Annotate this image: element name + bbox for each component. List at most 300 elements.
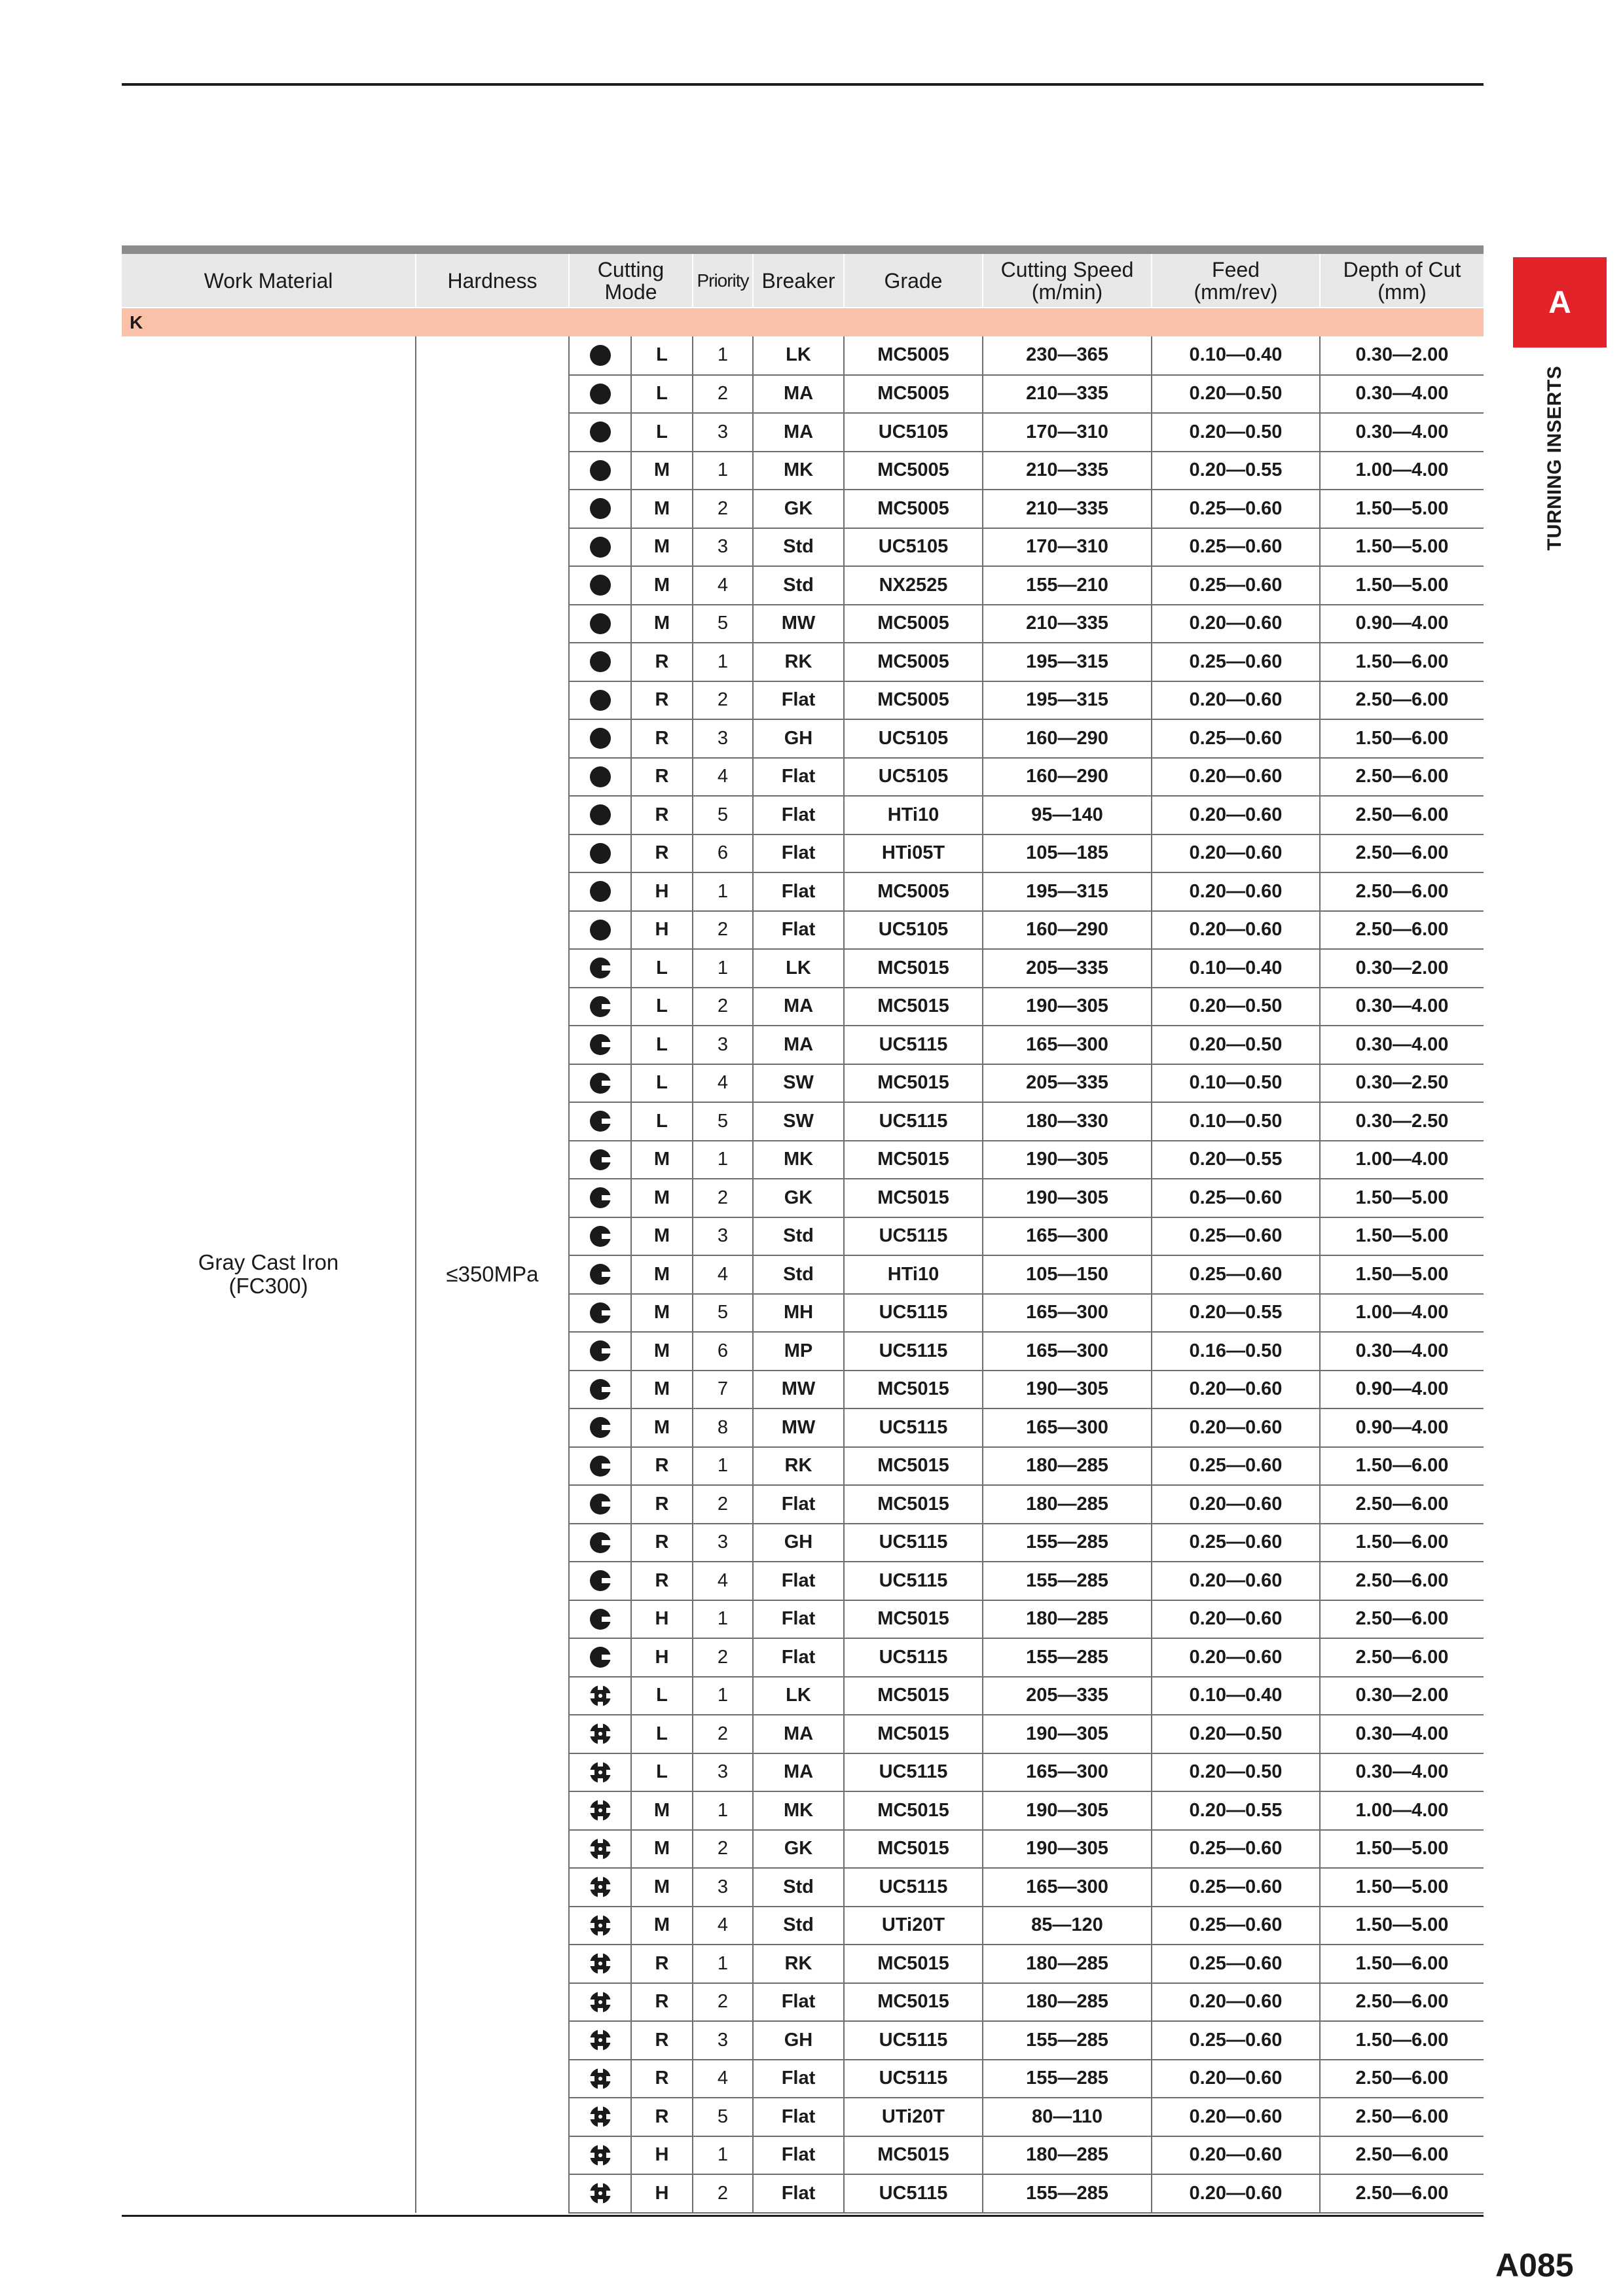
- grade-cell: MC5015: [844, 988, 983, 1026]
- grade-cell: MC5015: [844, 1830, 983, 1869]
- depth-of-cut-cell: 2.50—6.00: [1320, 911, 1484, 950]
- priority-cell: 2: [693, 1638, 753, 1677]
- priority-cell: 6: [693, 834, 753, 873]
- cutting-condition-cell: [569, 1179, 631, 1217]
- circle-full-icon: [570, 726, 630, 750]
- circle-full-icon: [570, 918, 630, 942]
- priority-cell: 4: [693, 2060, 753, 2098]
- circle-full-icon: [570, 612, 630, 636]
- depth-of-cut-cell: 1.00—4.00: [1320, 1791, 1484, 1830]
- feed-cell: 0.10—0.40: [1152, 1677, 1320, 1715]
- cutting-speed-cell: 205—335: [983, 1677, 1152, 1715]
- circle-full-icon: [570, 420, 630, 444]
- breaker-cell: RK: [753, 1945, 844, 1983]
- breaker-cell: MK: [753, 1791, 844, 1830]
- cutting-condition-cell: [569, 1983, 631, 2022]
- priority-cell: 2: [693, 490, 753, 528]
- grade-cell: UC5105: [844, 413, 983, 452]
- cutting-speed-cell: 165—300: [983, 1332, 1152, 1371]
- depth-of-cut-cell: 1.50—5.00: [1320, 528, 1484, 567]
- page-number: A085: [1495, 2247, 1574, 2284]
- cutting-speed-cell: 155—210: [983, 566, 1152, 605]
- breaker-cell: Std: [753, 1217, 844, 1256]
- cutting-speed-cell: 190—305: [983, 1830, 1152, 1869]
- cutting-condition-cell: [569, 1715, 631, 1753]
- breaker-cell: Flat: [753, 1983, 844, 2022]
- cutting-condition-cell: [569, 1907, 631, 1945]
- breaker-cell: MW: [753, 1371, 844, 1409]
- header-hardness: Hardness: [416, 254, 569, 308]
- circle-full-icon: [570, 880, 630, 903]
- feed-cell: 0.20—0.50: [1152, 1026, 1320, 1064]
- cutting-condition-cell: [569, 2174, 631, 2213]
- cutting-mode-cell: M: [631, 1907, 693, 1945]
- cutting-mode-cell: R: [631, 1524, 693, 1562]
- grade-cell: MC5015: [844, 1141, 983, 1179]
- cutting-speed-cell: 155—285: [983, 2174, 1152, 2213]
- cutting-mode-cell: R: [631, 1562, 693, 1600]
- feed-cell: 0.20—0.50: [1152, 1715, 1320, 1753]
- priority-cell: 1: [693, 2136, 753, 2175]
- cutting-mode-cell: M: [631, 1217, 693, 1256]
- table-body: [122, 336, 1484, 2213]
- cutting-mode-cell: L: [631, 988, 693, 1026]
- feed-cell: 0.20—0.55: [1152, 1141, 1320, 1179]
- cutting-condition-cell: [569, 643, 631, 681]
- cutting-mode-cell: M: [631, 1141, 693, 1179]
- cutting-speed-cell: 160—290: [983, 911, 1152, 950]
- grade-cell: MC5015: [844, 949, 983, 988]
- cutting-mode-cell: M: [631, 528, 693, 567]
- cutting-mode-cell: R: [631, 1983, 693, 2022]
- breaker-cell: GH: [753, 719, 844, 758]
- priority-cell: 3: [693, 528, 753, 567]
- priority-cell: 1: [693, 1447, 753, 1486]
- circle-notch-icon: [570, 1645, 630, 1669]
- cutting-mode-cell: R: [631, 2021, 693, 2060]
- grade-cell: MC5005: [844, 643, 983, 681]
- depth-of-cut-cell: 1.50—6.00: [1320, 2021, 1484, 2060]
- priority-cell: 3: [693, 719, 753, 758]
- priority-cell: 5: [693, 605, 753, 643]
- depth-of-cut-cell: 1.00—4.00: [1320, 1141, 1484, 1179]
- cutting-mode-cell: L: [631, 413, 693, 452]
- cutting-speed-cell: 230—365: [983, 336, 1152, 375]
- grade-cell: UC5115: [844, 1102, 983, 1141]
- breaker-cell: GK: [753, 1830, 844, 1869]
- breaker-cell: RK: [753, 1447, 844, 1486]
- interrupted-cut-icon: [570, 2181, 630, 2205]
- cutting-condition-cell: [569, 719, 631, 758]
- interrupted-cut-icon: [570, 1837, 630, 1861]
- depth-of-cut-cell: 1.50—6.00: [1320, 1945, 1484, 1983]
- priority-cell: 4: [693, 566, 753, 605]
- breaker-cell: Std: [753, 566, 844, 605]
- feed-cell: 0.20—0.60: [1152, 2174, 1320, 2213]
- feed-cell: 0.20—0.55: [1152, 1791, 1320, 1830]
- cutting-speed-cell: 190—305: [983, 1141, 1152, 1179]
- cutting-speed-cell: 180—330: [983, 1102, 1152, 1141]
- circle-full-icon: [570, 650, 630, 673]
- feed-cell: 0.25—0.60: [1152, 1179, 1320, 1217]
- breaker-cell: MH: [753, 1294, 844, 1333]
- breaker-cell: MK: [753, 1141, 844, 1179]
- priority-cell: 3: [693, 1217, 753, 1256]
- cutting-mode-cell: H: [631, 872, 693, 911]
- cutting-condition-cell: [569, 1026, 631, 1064]
- cutting-mode-cell: L: [631, 1102, 693, 1141]
- circle-notch-icon: [570, 1186, 630, 1210]
- feed-cell: 0.25—0.60: [1152, 490, 1320, 528]
- depth-of-cut-cell: 0.30—4.00: [1320, 1715, 1484, 1753]
- interrupted-cut-icon: [570, 1875, 630, 1899]
- priority-cell: 4: [693, 1907, 753, 1945]
- cutting-condition-cell: [569, 490, 631, 528]
- cutting-speed-cell: 210—335: [983, 605, 1152, 643]
- depth-of-cut-cell: 2.50—6.00: [1320, 1485, 1484, 1524]
- cutting-speed-cell: 210—335: [983, 452, 1152, 490]
- interrupted-cut-icon: [570, 2028, 630, 2052]
- depth-of-cut-cell: 1.50—5.00: [1320, 1830, 1484, 1869]
- breaker-cell: Flat: [753, 681, 844, 720]
- grade-cell: UC5115: [844, 1408, 983, 1447]
- header-breaker: Breaker: [753, 254, 844, 308]
- grade-cell: MC5015: [844, 1945, 983, 1983]
- header-row: [122, 254, 1484, 308]
- cutting-condition-cell: [569, 1600, 631, 1639]
- grade-cell: MC5015: [844, 1791, 983, 1830]
- circle-notch-icon: [570, 1033, 630, 1056]
- interrupted-cut-icon: [570, 1722, 630, 1746]
- depth-of-cut-cell: 2.50—6.00: [1320, 796, 1484, 834]
- breaker-cell: LK: [753, 336, 844, 375]
- breaker-cell: Flat: [753, 1562, 844, 1600]
- circle-full-icon: [570, 765, 630, 789]
- cutting-speed-cell: 210—335: [983, 375, 1152, 414]
- cutting-speed-cell: 155—285: [983, 2060, 1152, 2098]
- cutting-condition-cell: [569, 1677, 631, 1715]
- cutting-condition-cell: [569, 2136, 631, 2175]
- interrupted-cut-icon: [570, 2105, 630, 2128]
- depth-of-cut-cell: 2.50—6.00: [1320, 2174, 1484, 2213]
- cutting-speed-cell: 155—285: [983, 2021, 1152, 2060]
- depth-of-cut-cell: 2.50—6.00: [1320, 872, 1484, 911]
- grade-cell: UC5105: [844, 911, 983, 950]
- cutting-speed-cell: 165—300: [983, 1294, 1152, 1333]
- cutting-mode-cell: L: [631, 949, 693, 988]
- grade-cell: MC5015: [844, 1715, 983, 1753]
- cutting-speed-cell: 155—285: [983, 1562, 1152, 1600]
- breaker-cell: SW: [753, 1102, 844, 1141]
- grade-cell: MC5015: [844, 1983, 983, 2022]
- cutting-condition-cell: [569, 1447, 631, 1486]
- grade-cell: UC5105: [844, 758, 983, 797]
- cutting-condition-cell: [569, 452, 631, 490]
- cutting-condition-cell: [569, 758, 631, 797]
- cutting-condition-cell: [569, 1064, 631, 1103]
- feed-cell: 0.20—0.60: [1152, 681, 1320, 720]
- feed-cell: 0.20—0.50: [1152, 1753, 1320, 1792]
- breaker-cell: Std: [753, 1907, 844, 1945]
- grade-cell: UC5115: [844, 1868, 983, 1907]
- circle-full-icon: [570, 573, 630, 597]
- cutting-speed-cell: 190—305: [983, 988, 1152, 1026]
- feed-cell: 0.20—0.60: [1152, 872, 1320, 911]
- interrupted-cut-icon: [570, 1799, 630, 1822]
- priority-cell: 2: [693, 1983, 753, 2022]
- cutting-mode-cell: R: [631, 2060, 693, 2098]
- breaker-cell: Flat: [753, 2060, 844, 2098]
- priority-cell: 7: [693, 1371, 753, 1409]
- cutting-speed-cell: 195—315: [983, 643, 1152, 681]
- priority-cell: 3: [693, 1868, 753, 1907]
- priority-cell: 2: [693, 1715, 753, 1753]
- priority-cell: 3: [693, 1524, 753, 1562]
- cutting-mode-cell: R: [631, 643, 693, 681]
- grade-cell: MC5005: [844, 872, 983, 911]
- breaker-cell: Flat: [753, 872, 844, 911]
- circle-full-icon: [570, 689, 630, 712]
- cutting-condition-cell: [569, 605, 631, 643]
- cutting-mode-cell: L: [631, 1715, 693, 1753]
- breaker-cell: MA: [753, 988, 844, 1026]
- cutting-mode-cell: L: [631, 336, 693, 375]
- depth-of-cut-cell: 1.00—4.00: [1320, 1294, 1484, 1333]
- cutting-speed-cell: 190—305: [983, 1179, 1152, 1217]
- cutting-speed-cell: 165—300: [983, 1026, 1152, 1064]
- circle-full-icon: [570, 497, 630, 520]
- breaker-cell: Std: [753, 1868, 844, 1907]
- cutting-condition-cell: [569, 375, 631, 414]
- cutting-mode-cell: L: [631, 1026, 693, 1064]
- depth-of-cut-cell: 0.30—2.00: [1320, 1677, 1484, 1715]
- depth-of-cut-cell: 0.30—4.00: [1320, 1753, 1484, 1792]
- circle-full-icon: [570, 459, 630, 482]
- depth-of-cut-cell: 1.50—5.00: [1320, 1217, 1484, 1256]
- priority-cell: 3: [693, 413, 753, 452]
- grade-cell: MC5015: [844, 1179, 983, 1217]
- circle-full-icon: [570, 535, 630, 559]
- depth-of-cut-cell: 2.50—6.00: [1320, 1983, 1484, 2022]
- grade-cell: MC5015: [844, 1064, 983, 1103]
- circle-notch-icon: [570, 1531, 630, 1554]
- breaker-cell: Flat: [753, 2174, 844, 2213]
- cutting-condition-cell: [569, 1638, 631, 1677]
- cutting-condition-cell: [569, 2098, 631, 2136]
- cutting-condition-cell: [569, 1294, 631, 1333]
- depth-of-cut-cell: 1.50—6.00: [1320, 1524, 1484, 1562]
- cutting-speed-cell: 165—300: [983, 1408, 1152, 1447]
- cutting-condition-cell: [569, 1524, 631, 1562]
- section-label: TURNING INSERTS: [1544, 365, 1565, 551]
- top-rule: [122, 83, 1484, 86]
- grade-cell: MC5015: [844, 2136, 983, 2175]
- breaker-cell: MP: [753, 1332, 844, 1371]
- cutting-condition-cell: [569, 2021, 631, 2060]
- cutting-mode-cell: M: [631, 1408, 693, 1447]
- cutting-mode-cell: L: [631, 375, 693, 414]
- circle-notch-icon: [570, 1454, 630, 1478]
- header-work-material: Work Material: [122, 254, 416, 308]
- cutting-speed-cell: 180—285: [983, 1945, 1152, 1983]
- cutting-speed-cell: 160—290: [983, 719, 1152, 758]
- priority-cell: 3: [693, 1026, 753, 1064]
- cutting-speed-cell: 210—335: [983, 490, 1152, 528]
- feed-cell: 0.25—0.60: [1152, 1217, 1320, 1256]
- depth-of-cut-cell: 0.30—2.50: [1320, 1064, 1484, 1103]
- table-row: [122, 336, 1484, 375]
- depth-of-cut-cell: 1.50—6.00: [1320, 643, 1484, 681]
- grade-cell: MC5005: [844, 490, 983, 528]
- circle-notch-icon: [570, 995, 630, 1018]
- breaker-cell: MA: [753, 413, 844, 452]
- feed-cell: 0.20—0.60: [1152, 1485, 1320, 1524]
- priority-cell: 5: [693, 1102, 753, 1141]
- interrupted-cut-icon: [570, 2067, 630, 2090]
- feed-cell: 0.20—0.55: [1152, 1294, 1320, 1333]
- cutting-mode-cell: R: [631, 834, 693, 873]
- circle-full-icon: [570, 382, 630, 406]
- grade-cell: MC5015: [844, 1600, 983, 1639]
- priority-cell: 6: [693, 1332, 753, 1371]
- cutting-mode-cell: M: [631, 1868, 693, 1907]
- feed-cell: 0.10—0.40: [1152, 336, 1320, 375]
- header-top-bar: [122, 245, 1484, 254]
- breaker-cell: GK: [753, 490, 844, 528]
- cutting-condition-cell: [569, 1562, 631, 1600]
- cutting-mode-cell: M: [631, 1179, 693, 1217]
- cutting-mode-cell: L: [631, 1753, 693, 1792]
- circle-notch-icon: [570, 1301, 630, 1325]
- cutting-speed-cell: 170—310: [983, 413, 1152, 452]
- circle-notch-icon: [570, 1607, 630, 1631]
- material-group-row: [122, 308, 1484, 336]
- priority-cell: 5: [693, 1294, 753, 1333]
- work-material-cell: Gray Cast Iron (FC300): [198, 1250, 339, 1299]
- depth-of-cut-cell: 1.50—5.00: [1320, 1179, 1484, 1217]
- depth-of-cut-cell: 2.50—6.00: [1320, 1562, 1484, 1600]
- cutting-condition-cell: [569, 1102, 631, 1141]
- material-group-label: K: [122, 308, 1484, 336]
- feed-cell: 0.20—0.60: [1152, 1600, 1320, 1639]
- cutting-conditions-table: [122, 245, 1484, 2214]
- feed-cell: 0.20—0.60: [1152, 1638, 1320, 1677]
- circle-notch-icon: [570, 1492, 630, 1516]
- breaker-cell: GH: [753, 2021, 844, 2060]
- bottom-rule: [122, 2215, 1484, 2217]
- feed-cell: 0.10—0.50: [1152, 1064, 1320, 1103]
- section-tab-letter: A: [1548, 285, 1571, 320]
- feed-cell: 0.20—0.60: [1152, 1371, 1320, 1409]
- cutting-speed-cell: 155—285: [983, 1524, 1152, 1562]
- circle-full-icon: [570, 842, 630, 865]
- cutting-condition-cell: [569, 988, 631, 1026]
- cutting-speed-cell: 180—285: [983, 1447, 1152, 1486]
- interrupted-cut-icon: [570, 1914, 630, 1937]
- feed-cell: 0.25—0.60: [1152, 566, 1320, 605]
- circle-full-icon: [570, 803, 630, 827]
- depth-of-cut-cell: 2.50—6.00: [1320, 681, 1484, 720]
- cutting-speed-cell: 205—335: [983, 1064, 1152, 1103]
- cutting-condition-cell: [569, 413, 631, 452]
- priority-cell: 1: [693, 1600, 753, 1639]
- header-cutting-speed: Cutting Speed (m/min): [983, 254, 1152, 308]
- cutting-speed-cell: 205—335: [983, 949, 1152, 988]
- breaker-cell: Std: [753, 528, 844, 567]
- cutting-mode-cell: M: [631, 490, 693, 528]
- feed-cell: 0.20—0.60: [1152, 2098, 1320, 2136]
- depth-of-cut-cell: 1.50—6.00: [1320, 1447, 1484, 1486]
- grade-cell: UC5115: [844, 2060, 983, 2098]
- depth-of-cut-cell: 1.50—6.00: [1320, 719, 1484, 758]
- cutting-mode-cell: M: [631, 605, 693, 643]
- cutting-speed-cell: 180—285: [983, 1485, 1152, 1524]
- grade-cell: UC5115: [844, 2174, 983, 2213]
- cutting-speed-cell: 190—305: [983, 1791, 1152, 1830]
- cutting-speed-cell: 165—300: [983, 1753, 1152, 1792]
- grade-cell: UC5115: [844, 1026, 983, 1064]
- cutting-condition-cell: [569, 1945, 631, 1983]
- depth-of-cut-cell: 0.30—4.00: [1320, 1332, 1484, 1371]
- feed-cell: 0.25—0.60: [1152, 2021, 1320, 2060]
- feed-cell: 0.20—0.60: [1152, 1983, 1320, 2022]
- feed-cell: 0.20—0.50: [1152, 375, 1320, 414]
- grade-cell: HTi10: [844, 796, 983, 834]
- circle-full-icon: [570, 344, 630, 367]
- cutting-mode-cell: R: [631, 758, 693, 797]
- cutting-mode-cell: R: [631, 1945, 693, 1983]
- breaker-cell: Flat: [753, 834, 844, 873]
- interrupted-cut-icon: [570, 2144, 630, 2167]
- grade-cell: UC5115: [844, 1638, 983, 1677]
- cutting-speed-cell: 170—310: [983, 528, 1152, 567]
- priority-cell: 1: [693, 1141, 753, 1179]
- feed-cell: 0.25—0.60: [1152, 1447, 1320, 1486]
- grade-cell: MC5015: [844, 1371, 983, 1409]
- feed-cell: 0.25—0.60: [1152, 1907, 1320, 1945]
- breaker-cell: Flat: [753, 1485, 844, 1524]
- depth-of-cut-cell: 2.50—6.00: [1320, 2060, 1484, 2098]
- depth-of-cut-cell: 1.50—5.00: [1320, 1255, 1484, 1294]
- cutting-speed-cell: 165—300: [983, 1868, 1152, 1907]
- breaker-cell: LK: [753, 949, 844, 988]
- priority-cell: 1: [693, 872, 753, 911]
- circle-notch-icon: [570, 1148, 630, 1172]
- grade-cell: UC5115: [844, 1332, 983, 1371]
- feed-cell: 0.25—0.60: [1152, 1868, 1320, 1907]
- priority-cell: 4: [693, 1255, 753, 1294]
- grade-cell: MC5005: [844, 605, 983, 643]
- depth-of-cut-cell: 0.30—2.00: [1320, 949, 1484, 988]
- priority-cell: 1: [693, 336, 753, 375]
- circle-notch-icon: [570, 1109, 630, 1133]
- priority-cell: 3: [693, 2021, 753, 2060]
- priority-cell: 4: [693, 758, 753, 797]
- header-priority: Priority: [693, 254, 753, 308]
- depth-of-cut-cell: 2.50—6.00: [1320, 834, 1484, 873]
- feed-cell: 0.10—0.40: [1152, 949, 1320, 988]
- breaker-cell: Flat: [753, 2136, 844, 2175]
- grade-cell: MC5015: [844, 1447, 983, 1486]
- feed-cell: 0.20—0.50: [1152, 413, 1320, 452]
- depth-of-cut-cell: 0.90—4.00: [1320, 1408, 1484, 1447]
- cutting-condition-cell: [569, 566, 631, 605]
- circle-notch-icon: [570, 1378, 630, 1401]
- interrupted-cut-icon: [570, 1684, 630, 1708]
- cutting-condition-cell: [569, 528, 631, 567]
- section-tab[interactable]: [1513, 257, 1607, 348]
- grade-cell: UTi20T: [844, 2098, 983, 2136]
